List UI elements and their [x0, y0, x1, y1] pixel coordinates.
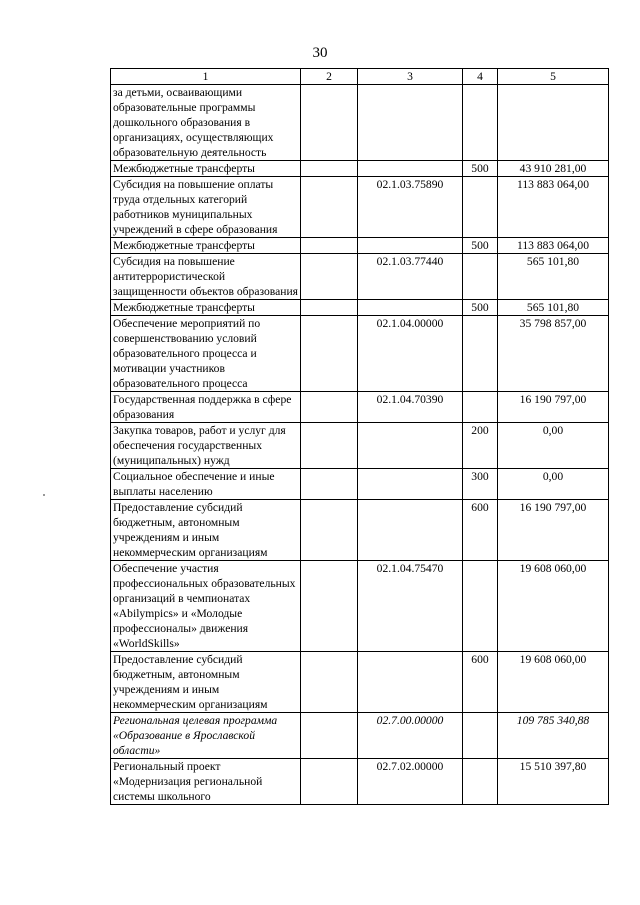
row-code-cell — [358, 161, 463, 177]
row-type-cell: 300 — [463, 469, 498, 500]
row-amount-cell: 43 910 281,00 — [498, 161, 609, 177]
row-col2-cell — [301, 85, 358, 161]
row-col2-cell — [301, 759, 358, 805]
row-code-cell — [358, 652, 463, 713]
row-amount-cell: 565 101,80 — [498, 254, 609, 300]
row-code-cell: 02.7.00.00000 — [358, 713, 463, 759]
table-row — [111, 500, 609, 561]
row-name-cell: Государственная поддержка в сфере образования — [111, 392, 301, 423]
table-header-row — [111, 69, 609, 85]
row-code-cell — [358, 238, 463, 254]
page-number: 30 — [312, 45, 328, 61]
row-type-cell: 500 — [463, 300, 498, 316]
table-row — [111, 238, 609, 254]
table-row — [111, 652, 609, 713]
row-type-cell — [463, 392, 498, 423]
row-col2-cell — [301, 238, 358, 254]
row-code-cell — [358, 469, 463, 500]
row-col2-cell — [301, 300, 358, 316]
row-amount-cell: 0,00 — [498, 423, 609, 469]
row-type-cell — [463, 254, 498, 300]
row-col2-cell — [301, 500, 358, 561]
row-col2-cell — [301, 652, 358, 713]
row-col2-cell — [301, 423, 358, 469]
row-code-cell: 02.1.04.70390 — [358, 392, 463, 423]
row-amount-cell: 19 608 060,00 — [498, 652, 609, 713]
table-row — [111, 85, 609, 161]
budget-table — [110, 68, 609, 805]
row-name-cell: Региональный проект «Модернизация региональной системы школьного — [111, 759, 301, 805]
row-col2-cell — [301, 392, 358, 423]
table-row — [111, 469, 609, 500]
row-name-cell: Социальное обеспечение и иные выплаты населению — [111, 469, 301, 500]
row-name-cell: Предоставление субсидий бюджетным, автономным учреждениям и иным некоммерческим организациям — [111, 652, 301, 713]
row-type-cell: 500 — [463, 238, 498, 254]
table-row — [111, 316, 609, 392]
table-row — [111, 713, 609, 759]
row-type-cell — [463, 759, 498, 805]
row-code-cell: 02.1.03.75890 — [358, 177, 463, 238]
row-type-cell — [463, 561, 498, 652]
table-row — [111, 254, 609, 300]
row-name-cell: Субсидия на повышение антитеррористической защищенности объектов образования — [111, 254, 301, 300]
row-type-cell — [463, 713, 498, 759]
row-type-cell: 500 — [463, 161, 498, 177]
header-col-2: 2 — [301, 69, 358, 85]
row-type-cell: 600 — [463, 652, 498, 713]
row-code-cell — [358, 85, 463, 161]
row-code-cell: 02.1.04.75470 — [358, 561, 463, 652]
row-type-cell — [463, 85, 498, 161]
row-amount-cell — [498, 85, 609, 161]
header-col-3: 3 — [358, 69, 463, 85]
row-col2-cell — [301, 254, 358, 300]
row-col2-cell — [301, 316, 358, 392]
row-amount-cell: 16 190 797,00 — [498, 500, 609, 561]
row-name-cell: за детьми, осваивающими образовательные программы дошкольного образования в организациях, осуществляющих образовательную деятельность — [111, 85, 301, 161]
row-name-cell: Закупка товаров, работ и услуг для обеспечения государственных (муниципальных) нужд — [111, 423, 301, 469]
row-name-cell: Межбюджетные трансферты — [111, 238, 301, 254]
header-col-4: 4 — [463, 69, 498, 85]
row-name-cell: Предоставление субсидий бюджетным, автономным учреждениям и иным некоммерческим организациям — [111, 500, 301, 561]
row-amount-cell: 0,00 — [498, 469, 609, 500]
table-row — [111, 759, 609, 805]
row-name-cell: Обеспечение участия профессиональных образовательных организаций в чемпионатах «Abilympics» и «Молодые профессионалы» движения «WorldSkills» — [111, 561, 301, 652]
row-type-cell: 600 — [463, 500, 498, 561]
table-row — [111, 423, 609, 469]
row-amount-cell: 113 883 064,00 — [498, 177, 609, 238]
row-code-cell — [358, 300, 463, 316]
row-code-cell — [358, 423, 463, 469]
table-row — [111, 161, 609, 177]
row-col2-cell — [301, 561, 358, 652]
table-row — [111, 392, 609, 423]
table-row — [111, 177, 609, 238]
row-amount-cell: 565 101,80 — [498, 300, 609, 316]
row-amount-cell: 15 510 397,80 — [498, 759, 609, 805]
table-row — [111, 300, 609, 316]
table-row — [111, 561, 609, 652]
row-code-cell — [358, 500, 463, 561]
row-name-cell: Субсидия на повышение оплаты труда отдельных категорий работников муниципальных учреждений в сфере образования — [111, 177, 301, 238]
header-col-5: 5 — [498, 69, 609, 85]
row-type-cell: 200 — [463, 423, 498, 469]
row-amount-cell: 19 608 060,00 — [498, 561, 609, 652]
row-col2-cell — [301, 469, 358, 500]
row-amount-cell: 113 883 064,00 — [498, 238, 609, 254]
row-type-cell — [463, 316, 498, 392]
header-col-1: 1 — [111, 69, 301, 85]
row-code-cell: 02.1.04.00000 — [358, 316, 463, 392]
row-code-cell: 02.1.03.77440 — [358, 254, 463, 300]
row-name-cell: Межбюджетные трансферты — [111, 300, 301, 316]
row-amount-cell: 109 785 340,88 — [498, 713, 609, 759]
row-col2-cell — [301, 177, 358, 238]
row-type-cell — [463, 177, 498, 238]
row-name-cell: Обеспечение мероприятий по совершенствованию условий образовательного процесса и мотивации участников образовательного процесса — [111, 316, 301, 392]
row-name-cell: Региональная целевая программа «Образование в Ярославской области» — [111, 713, 301, 759]
row-name-cell: Межбюджетные трансферты — [111, 161, 301, 177]
row-code-cell: 02.7.02.00000 — [358, 759, 463, 805]
row-amount-cell: 35 798 857,00 — [498, 316, 609, 392]
row-col2-cell — [301, 713, 358, 759]
row-amount-cell: 16 190 797,00 — [498, 392, 609, 423]
row-col2-cell — [301, 161, 358, 177]
scan-artifact — [43, 494, 45, 496]
